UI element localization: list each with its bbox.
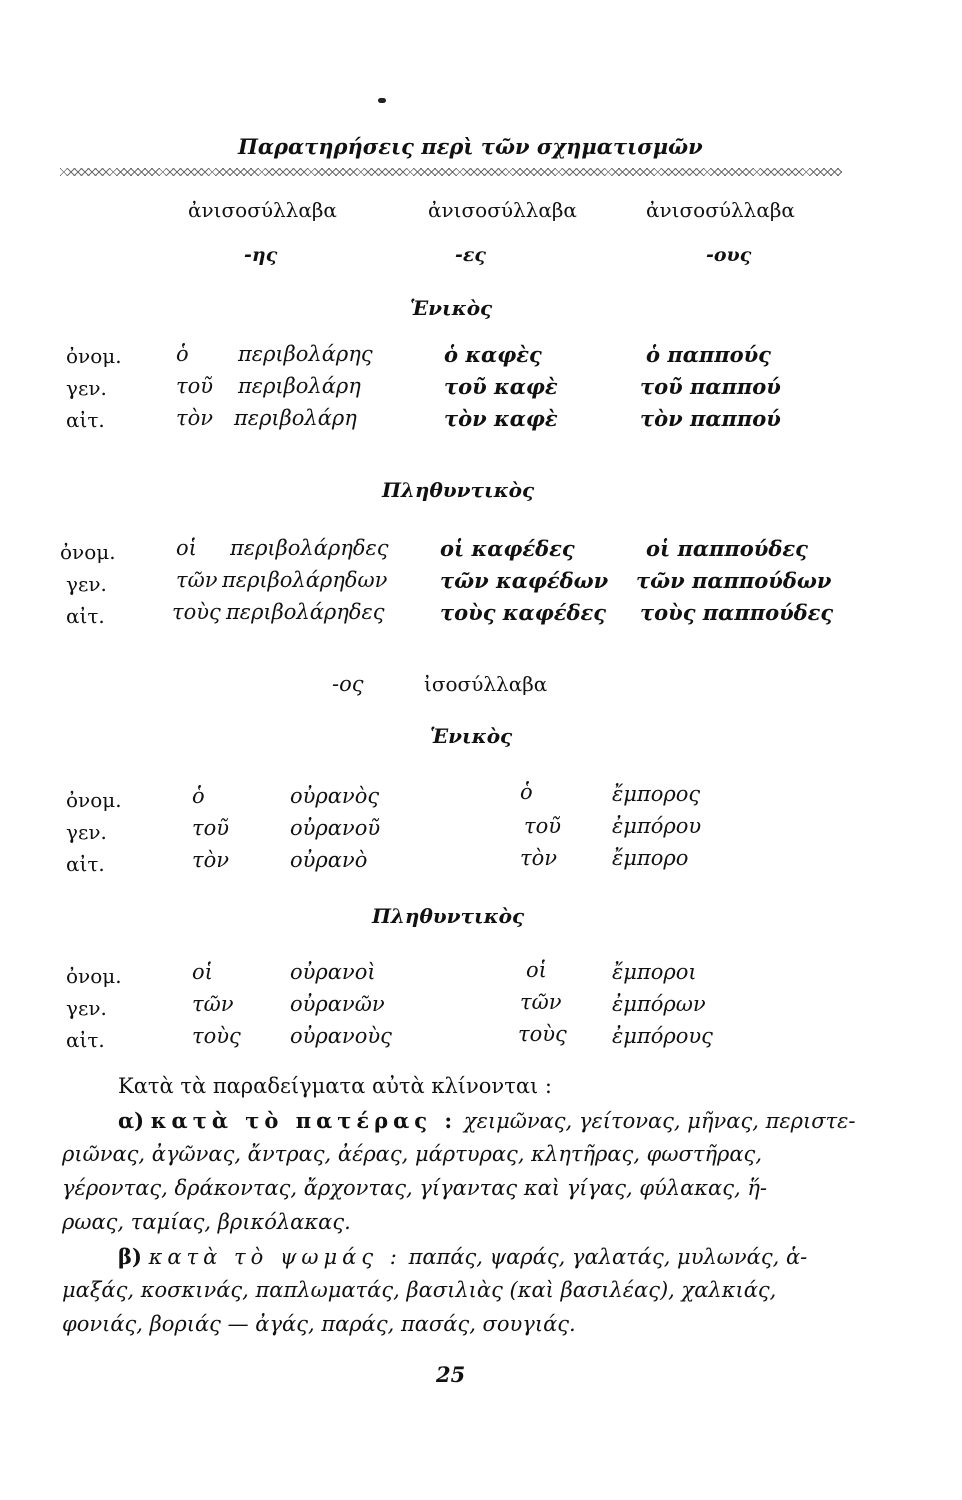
noun: ὁ παππούς (646, 342, 771, 367)
singular-label: Ἑνικὸς (410, 296, 493, 320)
case-label: αἰτ. (66, 408, 105, 432)
article: τῶν (192, 992, 234, 1016)
article: τοὺς (192, 1024, 241, 1048)
noun: ἔμπορος (612, 782, 701, 806)
article: τὸν (192, 848, 230, 872)
noun: ἐμπόρων (612, 992, 706, 1016)
noun: ἔμποροι (612, 960, 697, 984)
noun: τοὺς παππούδες (640, 600, 834, 625)
case-label: ὀνομ. (66, 788, 122, 812)
article: τῶν (520, 990, 562, 1014)
alpha-line-4: ρωας, ταμίας, βρικόλακας. (62, 1210, 351, 1234)
alpha-line-2: ριῶνας, ἀγῶνας, ἄντρας, ἀέρας, μάρτυρας, κλητῆρας, φωστῆρας, (62, 1142, 762, 1166)
ending-3: -ους (706, 244, 752, 266)
singular-label-2: Ἑνικὸς (430, 724, 513, 748)
article: τοὺς (172, 600, 221, 624)
ending-4: -ος (332, 672, 364, 696)
beta-text: παπάς, ψαράς, γαλατάς, μυλωνάς, ἁ- (408, 1245, 808, 1269)
article: οἱ (526, 958, 547, 982)
alpha-marker: α) (118, 1108, 145, 1133)
case-label: ὀνομ. (60, 540, 116, 564)
alpha-heading: κατὰ τὸ πατέρας : (150, 1108, 458, 1133)
noun: ἐμπόρου (612, 814, 702, 838)
case-label: γεν. (66, 572, 107, 596)
column-header-3: ἀνισοσύλλαβα (646, 198, 795, 222)
column-header-2: ἀνισοσύλλαβα (428, 198, 577, 222)
case-label: γεν. (66, 376, 107, 400)
plural-label-2: Πληθυντικὸς (372, 904, 525, 928)
case-label: ὀνομ. (66, 964, 122, 988)
noun: τοῦ παππού (640, 374, 781, 399)
column-header-4: ἰσοσύλλαβα (424, 672, 548, 696)
case-label: γεν. (66, 996, 107, 1020)
article: τὸν (520, 846, 558, 870)
article: τοῦ (192, 816, 230, 840)
alpha-line-3: γέροντας, δράκοντας, ἄρχοντας, γίγαντας καὶ γίγας, φύλακας, ἥ- (62, 1176, 768, 1200)
ending-2: -ες (455, 244, 487, 266)
noun: ὁ καφὲς (444, 342, 542, 367)
noun: τῶν παππούδων (636, 568, 832, 593)
page-number: 25 (436, 1362, 466, 1387)
plural-label: Πληθυντικὸς (382, 478, 535, 502)
article: οἱ (176, 536, 197, 560)
beta-line-2: μαξάς, κοσκινάς, παπλωματάς, βασιλιὰς (καὶ βασιλέας), χαλκιάς, (62, 1278, 777, 1302)
article: ὁ (192, 784, 205, 808)
article: τοῦ (524, 814, 562, 838)
noun: οἱ παππούδες (646, 536, 808, 561)
noun: οὐρανοὶ (290, 960, 376, 984)
page-title: Παρατηρήσεις περὶ τῶν σχηματισμῶν (238, 134, 703, 159)
noun: οὐρανὸ (290, 848, 368, 872)
noun: τοῦ καφὲ (444, 374, 558, 399)
noun: περιβολάρηδες (230, 536, 389, 560)
article: οἱ (192, 960, 213, 984)
article: τὸν (176, 406, 214, 430)
beta-marker: β) (118, 1244, 142, 1269)
paragraph-intro: Κατὰ τὰ παραδείγματα αὐτὰ κλίνονται : (118, 1074, 552, 1098)
noun: τῶν καφέδων (440, 568, 609, 593)
noun: περιβολάρηδων (222, 568, 388, 592)
noun: τοὺς καφέδες (440, 600, 607, 625)
article: τοῦ (176, 374, 214, 398)
column-header-1: ἀνισοσύλλαβα (188, 198, 337, 222)
beta-heading: κατὰ τὸ ψωμάς : (148, 1245, 402, 1269)
case-label: αἰτ. (66, 1028, 105, 1052)
noun: περιβολάρη (238, 374, 361, 398)
noun: οὐρανὸς (290, 784, 380, 808)
noun: οὐρανοῦ (290, 816, 381, 840)
article: ὁ (520, 780, 533, 804)
alpha-text: χειμῶνας, γείτονας, μῆνας, περιστε- (463, 1109, 856, 1133)
ink-speck (378, 98, 386, 103)
case-label: αἰτ. (66, 604, 105, 628)
noun: οὐρανῶν (290, 992, 385, 1016)
noun: ἐμπόρους (612, 1024, 713, 1048)
noun: οὐρανοὺς (290, 1024, 392, 1048)
beta-line-1 (118, 1246, 807, 1268)
beta-line-3: φονιάς, βοριάς — ἀγάς, παράς, πασάς, σουγιάς. (62, 1312, 576, 1336)
wavy-divider (60, 168, 842, 176)
noun: περιβολάρηδες (226, 600, 385, 624)
case-label: αἰτ. (66, 852, 105, 876)
article: τοὺς (518, 1022, 567, 1046)
noun: περιβολάρης (238, 342, 373, 366)
noun: τὸν καφὲ (444, 406, 558, 431)
alpha-line-1 (118, 1110, 856, 1132)
article: ὁ (176, 342, 189, 366)
noun: ἔμπορο (612, 846, 689, 870)
article: τῶν (176, 568, 218, 592)
ending-1: -ης (244, 244, 278, 266)
case-label: ὀνομ. (66, 344, 122, 368)
case-label: γεν. (66, 820, 107, 844)
noun: οἱ καφέδες (440, 536, 575, 561)
noun: περιβολάρη (234, 406, 357, 430)
noun: τὸν παππού (640, 406, 781, 431)
